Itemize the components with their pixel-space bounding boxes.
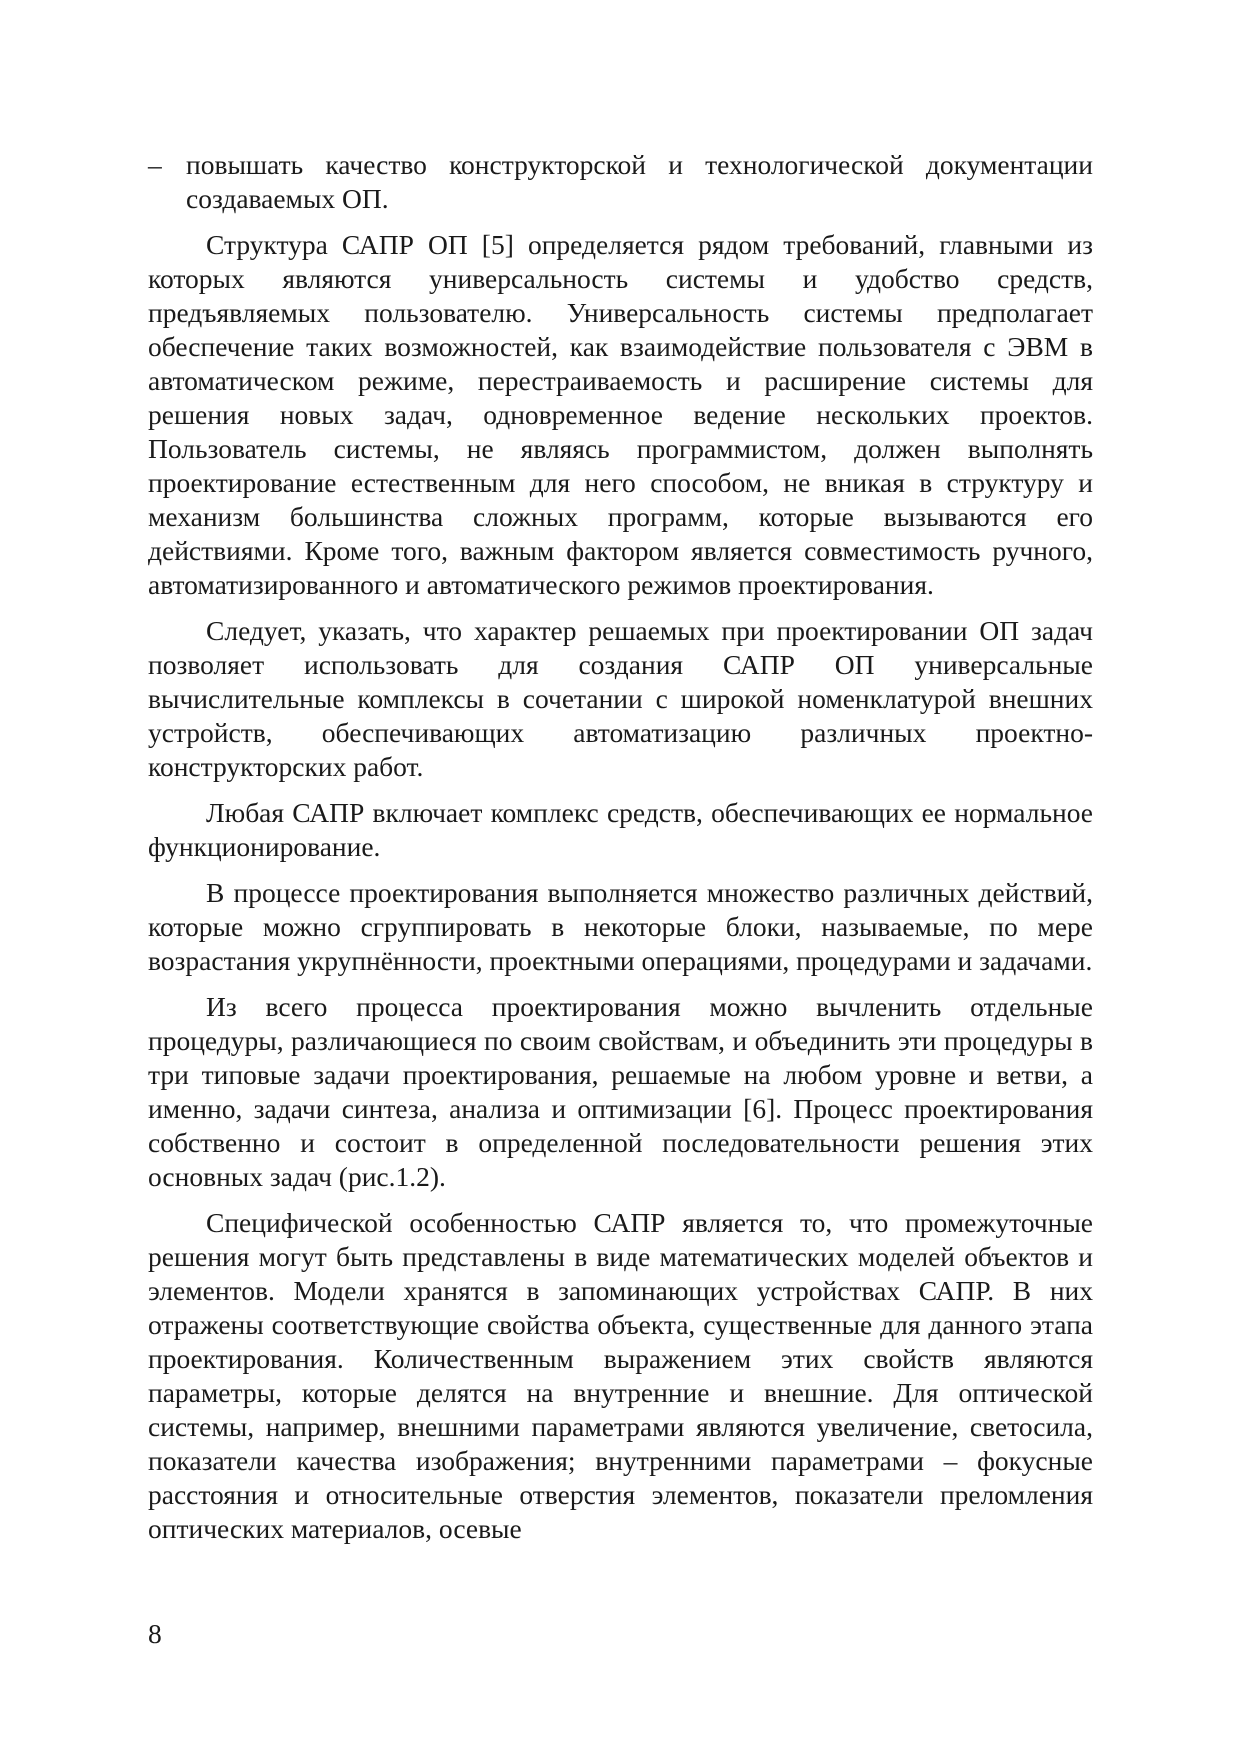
page-body	[148, 148, 1093, 1546]
paragraph-design-tasks: Из всего процесса проектирования можно вычленить отдельные процедуры, различающиеся по своим свойствам, и объединить эти процедуры в три типовые задачи проектирования, решаемые на любом уровне и ветви, а именно, задачи синтеза, анализа и оптимизации [6]. Процесс проектирования собственно и состоит в определенной последовательности решения этих основных задач (рис.1.2).	[148, 991, 1093, 1192]
paragraph-sapr-specifics: Специфической особенностью САПР является то, что промежуточные решения могут быть представлены в виде математических моделей объектов и элементов. Модели хранятся в запоминающих устройствах САПР. В них отражены соответствующие свойства объекта, существенные для данного этапа проектирования. Количественным выражением этих свойств являются параметры, которые делятся на внутренние и внешние. Для оптической системы, например, внешними параметрами являются увеличение, светосила, показатели качества изображения; внутренними параметрами – фокусные расстояния и относительные отверстия элементов, показатели преломления оптических материалов, осевые	[148, 1207, 1093, 1544]
paragraph-computing-complexes: Следует, указать, что характер решаемых при проектировании ОП задач позволяет использовать для создания САПР ОП универсальные вычислительные комплексы в сочетании с широкой номенклатурой внешних устройств, обеспечивающих автоматизацию различных проектно-конструкторских работ.	[148, 615, 1093, 782]
paragraph-sapr-structure: Структура САПР ОП [5] определяется рядом требований, главными из которых являются универсальность системы и удобство средств, предъявляемых пользователю. Универсальность системы предполагает обеспечение таких возможностей, как взаимодействие пользователя с ЭВМ в автоматическом режиме, перестраиваемость и расширение системы для решения новых задач, одновременное ведение нескольких проектов. Пользователь системы, не являясь программистом, должен выполнять проектирование естественным для него способом, не вникая в структуру и механизм большинства сложных программ, которые вызываются его действиями. Кроме того, важным фактором является совместимость ручного, автоматизированного и автоматического режимов проектирования.	[148, 229, 1093, 600]
paragraph-sapr-means: Любая САПР включает комплекс средств, обеспечивающих ее нормальное функционирование.	[148, 797, 1093, 862]
paragraph-design-process: В процессе проектирования выполняется множество различных действий, которые можно сгруппировать в некоторые блоки, называемые, по мере возрастания укрупнённости, проектными операциями, процедурами и задачами.	[148, 877, 1093, 976]
page-number: 8	[148, 1618, 162, 1649]
bullet-dash: –	[148, 149, 162, 180]
bullet-text: повышать качество конструкторской и технологической документации создаваемых ОП.	[186, 149, 1093, 214]
bullet-item	[148, 148, 1093, 216]
